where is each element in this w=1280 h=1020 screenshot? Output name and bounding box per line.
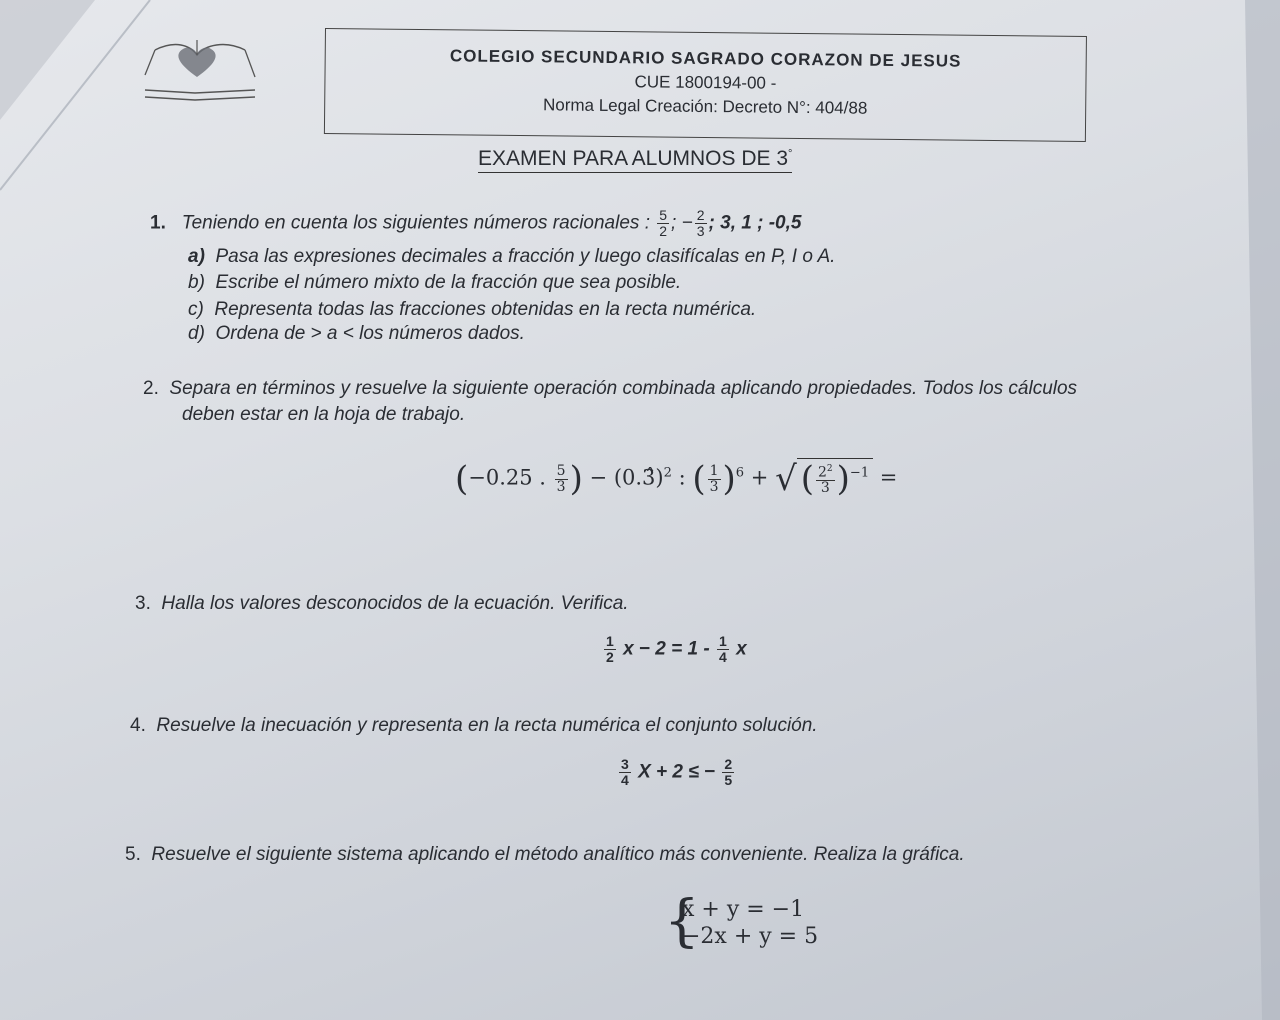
question-2: 2. Separa en términos y resuelve la siguiente operación combinada aplicando propiedades. Todos los cálculos — [143, 378, 1078, 399]
exam-title: EXAMEN PARA ALUMNOS DE 3° — [478, 147, 792, 173]
question-1c: c) Representa todas las fracciones obtenidas en la recta numérica. — [188, 299, 757, 320]
school-name: COLEGIO SECUNDARIO SAGRADO CORAZON DE JESUS — [449, 46, 962, 71]
expr-fraction-5-3: $\frac{5}{3}$ — [556, 462, 566, 495]
equation-q3: $\frac{1}{2}$ x − 2 = 1 - $\frac{1}{4}$ x — [606, 633, 747, 665]
equation-system — [664, 889, 819, 954]
question-1a: a) Pasa las expresiones decimales a fracción y luego clasifícalas en P, I o A. — [188, 246, 836, 267]
system-equation-1: x + y = −1 — [682, 897, 805, 922]
inequation-q4: $\frac{3}{4}$ X + 2 ≤ − $\frac{2}{5}$ — [621, 756, 733, 788]
question-1d: d) Ordena de > a < los números dados. — [188, 323, 525, 344]
combined-operation-expression: (−0.25 . $\frac{5}{3}$ ) − (0.3̂)$^2$ : ( $\frac{1}{3}$ )$^6$ + √ ( $\frac{2^2}{3}$ )$^{-1}$ = — [455, 459, 898, 499]
square-root-radicand: ( $\frac{2^2}{3}$ )$^{-1}$ — [797, 458, 873, 499]
expr-fraction-2sq-3: $\frac{2^2}{3}$ — [818, 463, 833, 497]
question-2-line2: deben estar en la hoja de trabajo. — [182, 404, 466, 425]
question-4: 4. Resuelve la inecuación y representa en la recta numérica el conjunto solución. — [130, 715, 818, 736]
question-1b: b) Escribe el número mixto de la fracción que sea posible. — [188, 272, 682, 293]
cue-code: CUE 1800194-00 - — [634, 72, 777, 93]
question-3: 3. Halla los valores desconocidos de la ecuación. Verifica. — [135, 593, 629, 614]
legal-norm: Norma Legal Creación: Decreto N°: 404/88 — [542, 95, 868, 118]
system-equation-2: −2x + y = 5 — [682, 924, 819, 949]
question-1: 1. Teniendo en cuenta los siguientes números racionales : $\frac{5}{2}$ ; − $\frac{2}{3}$ ; 3, 1 ; -0,5 — [150, 207, 802, 239]
school-logo-icon — [135, 35, 265, 110]
expr-fraction-1-3: $\frac{1}{3}$ — [709, 462, 719, 495]
question-5: 5. Resuelve el siguiente sistema aplicando el método analítico más conveniente. Realiza la gráfica. — [125, 844, 965, 865]
school-header-box — [324, 28, 1087, 142]
fraction-5-2: $\frac{5}{2}$ — [659, 207, 668, 239]
system-brace-icon: { — [664, 889, 700, 954]
fraction-2-3: $\frac{2}{3}$ — [696, 207, 705, 239]
